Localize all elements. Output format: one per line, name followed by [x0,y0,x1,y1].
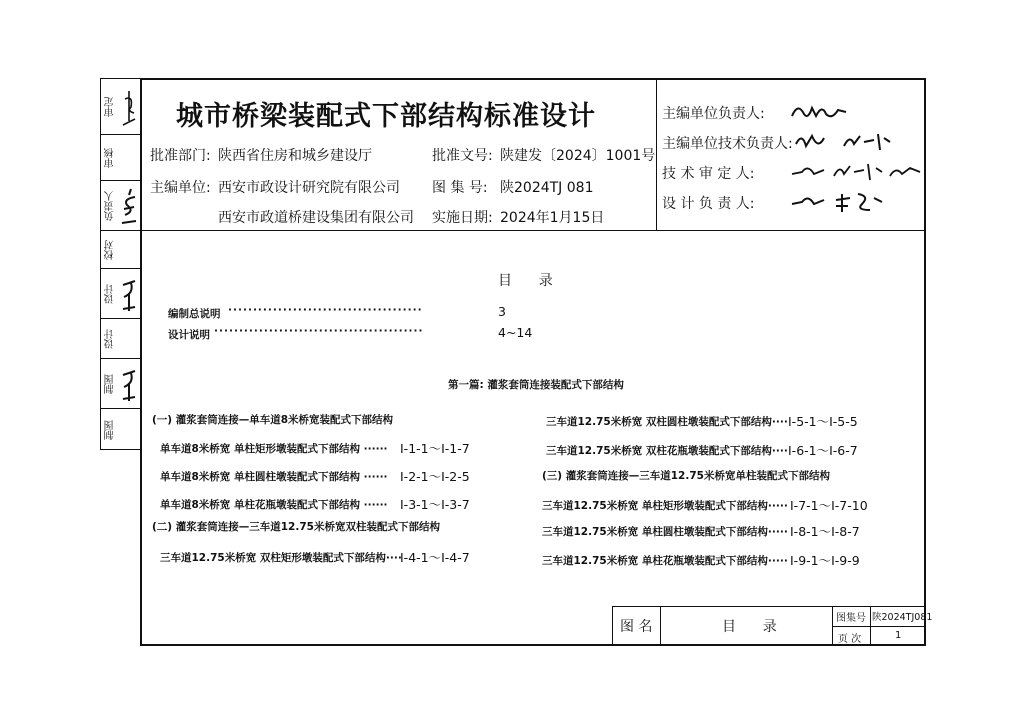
toc-entry-pages: Ⅰ-1-1～Ⅰ-1-7 [400,441,470,456]
role-chief-unit-tech-head: 主编单位技术负责人: [662,136,793,152]
signature-mark [119,185,139,227]
toc-entry: 三车道12.75米桥宽 双柱圆柱墩装配式下部结构···· [546,416,788,428]
signature-mark [119,85,139,129]
toc-entry: 三车道12.75米桥宽 双柱花瓶墩装配式下部结构···· [546,445,788,457]
toc-entry: 单车道8米桥宽 单柱圆柱墩装配式下部结构 ······ [160,471,388,483]
signature-mark [119,363,139,405]
approve-doc-value: 陕建发〔2024〕1001号 [500,148,656,164]
page-label: 页 次 [838,634,862,645]
toc-entry-pages: Ⅰ-6-1～Ⅰ-6-7 [788,443,858,458]
atlas-no-value: 陕2024TJ081 [872,612,933,623]
toc-entry-pages: Ⅰ-9-1～Ⅰ-9-9 [790,553,860,568]
toc-entry-pages: Ⅰ-3-1～Ⅰ-3-7 [400,497,470,512]
toc-section-heading: (一) 灌浆套筒连接—单车道8米桥宽装配式下部结构 [152,414,394,426]
strip-label: 负责人 [105,191,116,221]
toc-section-heading: (三) 灌浆套筒连接—三车道12.75米桥宽单柱装配式下部结构 [542,470,830,482]
toc-entry: 三车道12.75米桥宽 单柱花瓶墩装配式下部结构····· [542,555,788,567]
strip-cell-sheji [101,319,140,359]
strip-label: 设计 [105,284,116,304]
title-block-divider [832,626,926,627]
toc-entry-pages: Ⅰ-4-1～Ⅰ-4-7 [400,550,470,565]
header-divider [140,230,926,231]
signature-mark [790,158,926,184]
signature-mark [790,98,850,124]
toc-entry: 单车道8米桥宽 单柱矩形墩装配式下部结构 ······ [160,443,388,455]
signature-mark [790,188,890,216]
strip-label: 审定 [105,97,116,117]
toc-dots: ······································· [228,304,423,316]
toc-entry: 三车道12.75米桥宽 单柱矩形墩装配式下部结构····· [542,500,788,512]
approve-doc-label: 批准文号: [432,148,493,164]
toc-entry: 三车道12.75米桥宽 单柱圆柱墩装配式下部结构····· [542,526,788,538]
toc-entry: 单车道8米桥宽 单柱花瓶墩装配式下部结构 ······ [160,499,388,511]
role-technical-reviewer: 技 术 审 定 人: [662,166,755,182]
atlas-number-value: 陕2024TJ 081 [500,180,594,196]
strip-cell-shenhe [101,135,140,181]
strip-cell-jiaodui-sign [101,269,140,319]
toc-heading: 目 录 [498,273,553,289]
header-vertical-divider [656,78,657,230]
strip-label: 制图 [105,374,116,394]
strip-label: 审核 [105,148,116,168]
atlas-number-label: 图 集 号: [432,180,488,196]
implementation-date-value: 2024年1月15日 [500,210,605,226]
drawing-name-label: 图 名 [620,619,653,635]
toc-general-label: 编制总说明 [168,308,221,320]
drawing-name-value: 目 录 [722,619,777,635]
strip-cell-fuzeren [101,181,140,231]
strip-cell-shending [101,79,140,135]
approve-dept-value: 陕西省住房和城乡建设厅 [218,148,372,164]
strip-label: 设计 [105,329,116,349]
title-block-divider [660,606,661,646]
role-design-lead: 设 计 负 责 人: [662,196,755,212]
toc-entry-pages: Ⅰ-2-1～Ⅰ-2-5 [400,469,470,484]
toc-entry-pages: Ⅰ-5-1～Ⅰ-5-5 [788,414,858,429]
page-value: 1 [895,630,902,641]
strip-label: 校对 [105,240,116,260]
signature-mark [794,128,894,154]
drawing-title: 城市桥梁装配式下部结构标准设计 [176,101,596,132]
role-chief-unit-head: 主编单位负责人: [662,106,765,122]
toc-page-number: 4~14 [498,325,533,340]
strip-cell-jiaodui [101,231,140,269]
side-signature-strip [100,78,140,450]
toc-entry-pages: Ⅰ-8-1～Ⅰ-8-7 [790,524,860,539]
chief-unit-value-2: 西安市政道桥建设集团有限公司 [218,210,414,226]
strip-label: 制图 [105,420,116,440]
approve-dept-label: 批准部门: [150,148,211,164]
toc-part-title: 第一篇: 灌浆套筒连接装配式下部结构 [448,379,624,391]
signature-mark [119,273,139,315]
implementation-date-label: 实施日期: [432,210,493,226]
chief-unit-label: 主编单位: [150,180,211,196]
strip-cell-sheji-sign [101,359,140,409]
strip-cell-zhitu [101,409,140,451]
atlas-no-label: 图集号 [836,613,866,624]
toc-dots: ·········································· [214,325,424,337]
toc-design-label: 设计说明 [168,329,210,341]
chief-unit-value-1: 西安市政设计研究院有限公司 [218,180,400,196]
toc-entry-pages: Ⅰ-7-1～Ⅰ-7-10 [790,498,868,513]
toc-page-number: 3 [498,304,506,319]
toc-section-heading: (二) 灌浆套筒连接—三车道12.75米桥宽双柱装配式下部结构 [152,521,440,533]
toc-entry: 三车道12.75米桥宽 双柱矩形墩装配式下部结构···· [160,552,402,564]
